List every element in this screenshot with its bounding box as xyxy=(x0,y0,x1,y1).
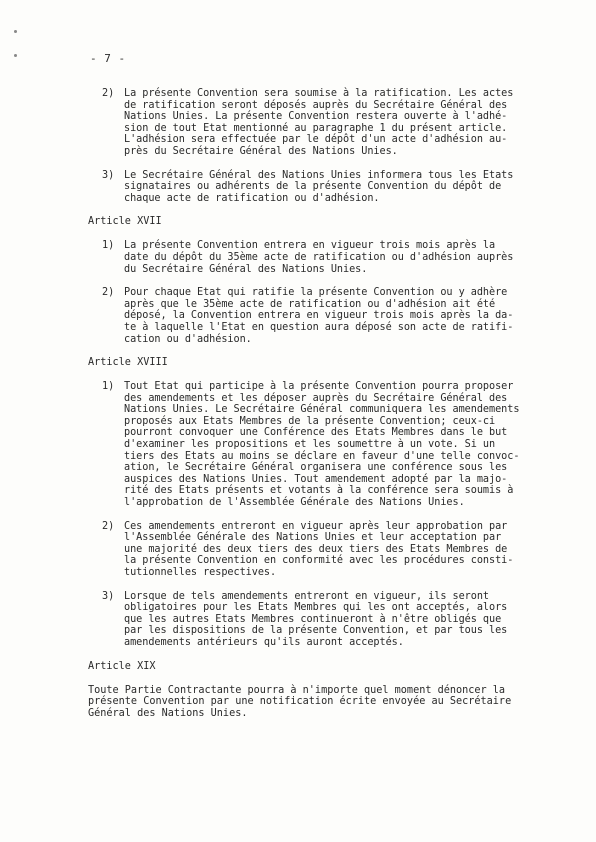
text-line: proposés aux Etats Membres de la présente Convention; ceux-ci xyxy=(124,415,496,427)
text-line: Nations Unies. La présente Convention restera ouverte à l'adhé- xyxy=(124,111,508,123)
text-line: auspices des Nations Unies. Tout amendement adopté par la majo- xyxy=(124,473,508,485)
text-line: amendements antérieurs qu'ils auront acceptés. xyxy=(124,636,404,648)
text-line: par les dispositions de la présente Convention, et par tous les xyxy=(124,625,508,637)
text-line: L'adhésion sera effectuée par le dépôt d'un acte d'adhésion au- xyxy=(124,134,508,146)
text-line: d'examiner les propositions et les soumettre à un vote. Si un xyxy=(124,439,496,451)
text-line: près du Secrétaire Général des Nations Unies. xyxy=(124,145,398,157)
paragraph-number: 1) xyxy=(102,381,115,393)
article-heading: Article XIX xyxy=(88,660,156,672)
text-line: une majorité des deux tiers des deux tiers des Etats Membres de xyxy=(124,543,508,555)
text-line: tiers des Etats au moins se déclare en faveur d'une telle convoc- xyxy=(124,450,520,462)
text-line: que les autres Etats Membres continueront à n'être obligés que xyxy=(124,613,502,625)
paragraph-number: 2) xyxy=(102,520,115,532)
numbered-paragraph xyxy=(88,240,528,275)
text-line: obligatoires pour les Etats Membres qui les ont acceptés, alors xyxy=(124,602,508,614)
text-line: Tout Etat qui participe à la présente Convention pourra proposer xyxy=(124,381,514,393)
plain-paragraph xyxy=(88,685,528,720)
text-line: pourront convoquer une Conférence des Etats Membres dans le but xyxy=(124,427,508,439)
text-line: chaque acte de ratification ou d'adhésion. xyxy=(124,192,380,204)
text-line: Lorsque de tels amendements entreront en vigueur, ils seront xyxy=(124,590,490,602)
text-line: Nations Unies. Le Secrétaire Général communiquera les amendements xyxy=(124,404,520,416)
text-line: signataires ou adhérents de la présente Convention du dépôt de xyxy=(124,181,502,193)
paragraph-number: 3) xyxy=(102,169,115,181)
text-line: la présente Convention en conformité avec les procédures consti- xyxy=(124,555,514,567)
text-line: te à laquelle l'Etat en question aura déposé son acte de ratifi- xyxy=(124,321,514,333)
text-line: l'Assemblée Générale des Nations Unies et leur acceptation par xyxy=(124,532,502,544)
page-number: - 7 - xyxy=(90,52,126,65)
text-line: La présente Convention entrera en vigueur trois mois après la xyxy=(124,240,496,252)
numbered-paragraph xyxy=(88,88,528,158)
text-line: du Secrétaire Général des Nations Unies. xyxy=(124,263,368,275)
numbered-paragraph xyxy=(88,591,528,649)
text-line: Général des Nations Unies. xyxy=(88,707,248,719)
scan-speck xyxy=(14,30,17,33)
document-body xyxy=(88,88,528,719)
text-line: l'approbation de l'Assemblée Générale des Nations Unies. xyxy=(124,497,465,509)
text-line: de ratification seront déposés auprès du Secrétaire Général des xyxy=(124,99,508,111)
text-line: rité des Etats présents et votants à la conférence sera soumis à xyxy=(124,485,514,497)
text-line: tutionnelles respectives. xyxy=(124,567,277,578)
article-heading: Article XVII xyxy=(88,216,162,228)
text-line: ation, le Secrétaire Général organisera une conférence sous les xyxy=(124,462,508,474)
text-line: cation ou d'adhésion. xyxy=(124,333,252,345)
text-line: après que le 35ème acte de ratification ou d'adhésion ait été xyxy=(124,298,496,310)
numbered-paragraph xyxy=(88,381,528,509)
numbered-paragraph xyxy=(88,521,528,579)
text-line: La présente Convention sera soumise à la ratification. Les actes xyxy=(124,88,514,99)
text-line: des amendements et les déposer auprès du Secrétaire Général des xyxy=(124,392,508,404)
numbered-paragraph xyxy=(88,287,528,345)
scan-speck xyxy=(14,54,17,57)
text-line: Pour chaque Etat qui ratifie la présente Convention ou y adhère xyxy=(124,287,508,299)
paragraph-number: 2) xyxy=(102,287,115,299)
article-heading: Article XVIII xyxy=(88,357,168,369)
text-line: déposé, la Convention entrera en vigueur trois mois après la da- xyxy=(124,310,514,322)
paragraph-number: 1) xyxy=(102,240,115,252)
numbered-paragraph xyxy=(88,170,528,205)
text-line: sion de tout Etat mentionné au paragraphe 1 du présent article. xyxy=(124,122,508,134)
text-line: Le Secrétaire Général des Nations Unies informera tous les Etats xyxy=(124,169,514,181)
text-line: Toute Partie Contractante pourra à n'importe quel moment dénoncer la xyxy=(88,684,506,696)
paragraph-number: 3) xyxy=(102,590,115,602)
paragraph-number: 2) xyxy=(102,88,115,99)
text-line: Ces amendements entreront en vigueur après leur approbation par xyxy=(124,520,508,532)
text-line: présente Convention par une notification écrite envoyée au Secrétaire xyxy=(88,696,512,708)
text-line: date du dépôt du 35ème acte de ratification ou d'adhésion auprès xyxy=(124,251,514,263)
